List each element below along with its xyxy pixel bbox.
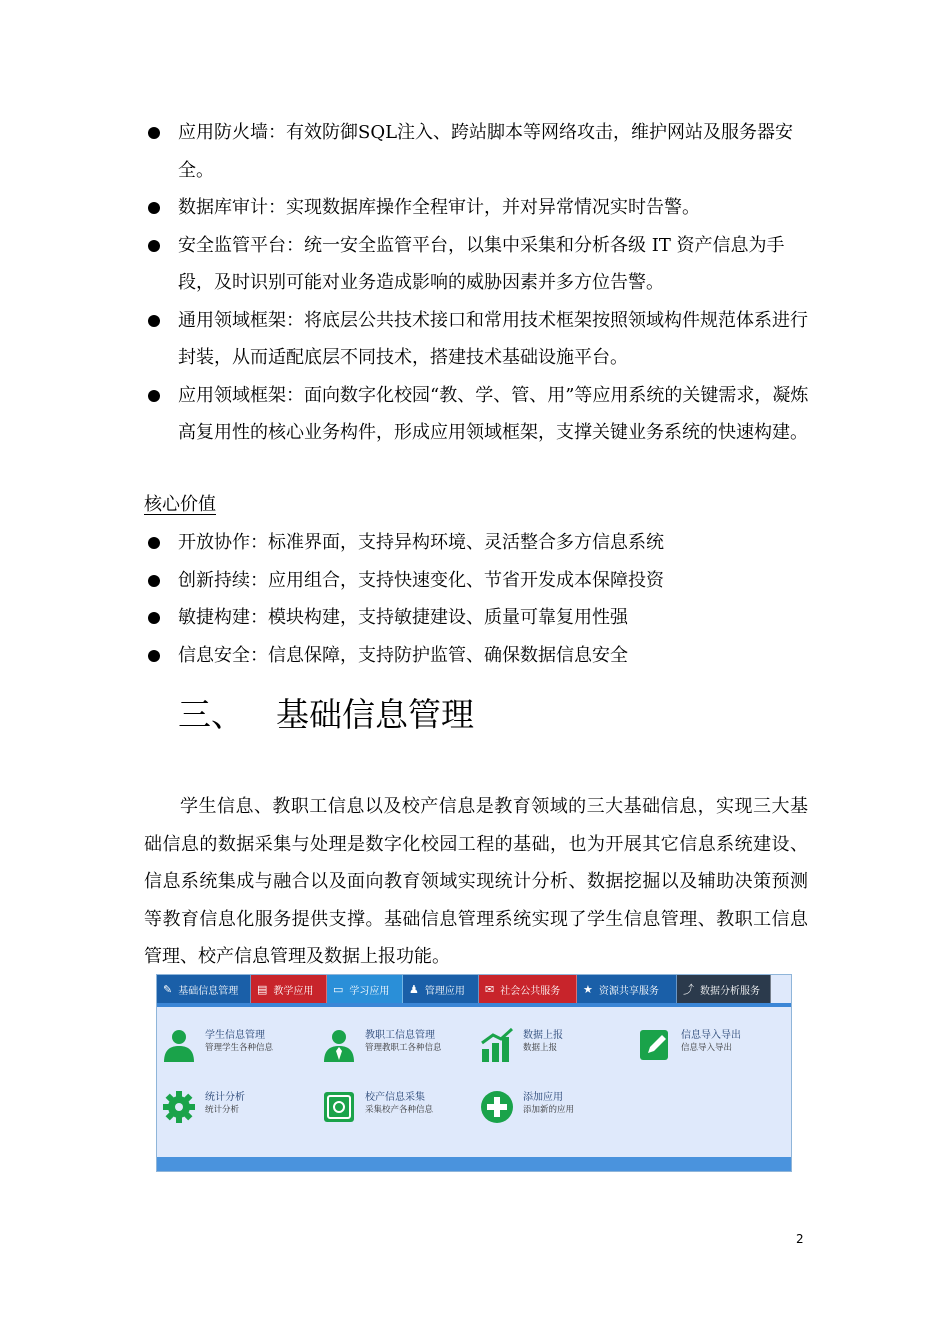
tile-title: 数据上报: [523, 1030, 563, 1041]
tile-desc: 管理教职工各种信息: [365, 1043, 442, 1053]
tab-label: 教学应用: [273, 985, 314, 997]
bullet-text: 数据库审计：实现数据库操作全程审计，并对异常情况实时告警。: [178, 197, 700, 218]
tile-text: [523, 1091, 574, 1117]
bullet-text: 信息安全：信息保障，支持防护监管、确保数据信息安全: [178, 644, 628, 666]
bullet-icon: [148, 575, 160, 587]
tile-statistics[interactable]: [161, 1089, 245, 1125]
person-icon: [161, 1027, 197, 1063]
tab-label: 学习应用: [349, 985, 390, 997]
tab-bar-underline: [157, 1003, 791, 1007]
app-screenshot: [156, 974, 792, 1172]
page-number: 2: [796, 1232, 804, 1246]
tile-text: [365, 1029, 442, 1055]
tile-add-application[interactable]: [479, 1089, 574, 1125]
tile-text: [365, 1091, 433, 1117]
bullet-text: 敏捷构建：模块构建，支持敏捷建设、质量可靠复用性强: [178, 607, 628, 628]
tab-resource-sharing[interactable]: [577, 975, 677, 1003]
edit-doc-icon: [637, 1027, 673, 1063]
book-icon: ▤: [257, 982, 268, 996]
tile-text: [681, 1029, 741, 1055]
core-value-heading: 核心价值: [144, 494, 216, 515]
star-icon: ★: [583, 982, 593, 996]
bullet-icon: [148, 240, 160, 252]
user-icon: ♟: [409, 982, 419, 996]
tile-data-report[interactable]: [479, 1027, 563, 1063]
bullet-icon: [148, 650, 160, 662]
plus-icon: [479, 1089, 515, 1125]
list-item: [144, 562, 814, 600]
tile-desc: 数据上报: [523, 1043, 558, 1053]
list-item: [144, 227, 814, 302]
tile-desc: 采集校产各种信息: [365, 1105, 434, 1115]
tab-data-analysis[interactable]: [677, 975, 771, 1003]
list-item: [144, 637, 814, 675]
section-paragraph: 学生信息、教职工信息以及校产信息是教育领域的三大基础信息，实现三大基础信息的数据采集与处理是数字化校园工程的基础，也为开展其它信息系统建设、信息系统集成与融合以及面向教育领域实现统计分析、数据挖掘以及辅助决策预测等教育信息化服务提供支撑。基础信息管理系统实现了学生信息管理、教职工信息管理、校产信息管理及数据上报功能。: [144, 796, 808, 967]
tab-public-service[interactable]: [479, 975, 577, 1003]
tile-title: 添加应用: [523, 1092, 563, 1103]
tab-learning[interactable]: [327, 975, 403, 1003]
tab-teaching[interactable]: [251, 975, 327, 1003]
section-number: 三、: [178, 695, 244, 734]
chart-icon: ⤴: [683, 983, 694, 996]
app-status-bar: [157, 1157, 791, 1171]
bullet-icon: [148, 537, 160, 549]
tab-label: 数据分析服务: [700, 985, 760, 997]
list-item: [144, 524, 814, 562]
bullet-text: 安全监管平台：统一安全监管平台，以集中采集和分析各级 IT 资产信息为手段，及时识别可能对业务造成影响的威胁因素并多方位告警。: [178, 234, 785, 293]
bullet-text: 应用领域框架：面向数字化校园“教、学、管、用”等应用系统的关键需求，凝炼高复用性的核心业务构件，形成应用领域框架，支撑关键业务系统的快速构建。: [178, 384, 809, 443]
tile-text: [205, 1029, 273, 1055]
tile-title: 学生信息管理: [205, 1030, 265, 1041]
tab-label: 资源共享服务: [598, 985, 659, 997]
tile-text: [523, 1029, 563, 1055]
tab-management[interactable]: [403, 975, 479, 1003]
gear-icon: [161, 1089, 197, 1125]
list-item: [144, 377, 814, 452]
bullet-icon: [148, 202, 160, 214]
bullet-text: 应用防火墙：有效防御SQL注入、跨站脚本等网络攻击，维护网站及服务器安全。: [178, 122, 794, 181]
section-title: 基础信息管理: [276, 695, 474, 734]
staff-icon: [321, 1027, 357, 1063]
section-heading: [178, 690, 474, 740]
tab-label: 管理应用: [424, 985, 465, 997]
tile-asset-collection[interactable]: [321, 1089, 433, 1125]
tile-import-export[interactable]: [637, 1027, 741, 1063]
tile-desc: 统计分析: [205, 1105, 240, 1115]
tile-student-info[interactable]: [161, 1027, 273, 1063]
list-item: [144, 302, 814, 377]
tile-desc: 添加新的应用: [523, 1105, 575, 1115]
bullet-icon: [148, 390, 160, 402]
bullet-icon: [148, 612, 160, 624]
list-item: [144, 599, 814, 637]
tile-desc: 管理学生各种信息: [205, 1043, 274, 1053]
pencil-icon: ✎: [163, 982, 173, 996]
bullet-icon: [148, 127, 160, 139]
tab-basic-info[interactable]: [157, 975, 251, 1003]
tab-label: 社会公共服务: [500, 985, 561, 997]
tile-title: 统计分析: [205, 1092, 245, 1103]
list-item: [144, 189, 814, 227]
tile-title: 信息导入导出: [681, 1030, 741, 1041]
monitor-icon: ▭: [333, 982, 344, 996]
security-feature-list: [144, 114, 814, 452]
core-value-list: [144, 524, 814, 674]
list-item: [144, 114, 814, 189]
tile-desc: 信息导入导出: [681, 1043, 733, 1053]
bullet-icon: [148, 315, 160, 327]
bullet-text: 创新持续：应用组合，支持快速变化、节省开发成本保障投资: [178, 569, 664, 591]
tile-title: 教职工信息管理: [365, 1030, 435, 1041]
tile-staff-info[interactable]: [321, 1027, 442, 1063]
tab-label: 基础信息管理: [178, 985, 239, 997]
tile-title: 校产信息采集: [365, 1092, 425, 1103]
mail-icon: ✉: [485, 982, 495, 996]
safe-icon: [321, 1089, 357, 1125]
tile-text: [205, 1091, 245, 1117]
bar-chart-icon: [479, 1027, 515, 1063]
bullet-text: 通用领域框架：将底层公共技术接口和常用技术框架按照领域构件规范体系进行封装，从而适配底层不同技术，搭建技术基础设施平台。: [178, 309, 808, 368]
bullet-text: 开放协作：标准界面，支持异构环境、灵活整合多方信息系统: [178, 532, 664, 553]
app-tab-bar: [157, 975, 791, 1003]
